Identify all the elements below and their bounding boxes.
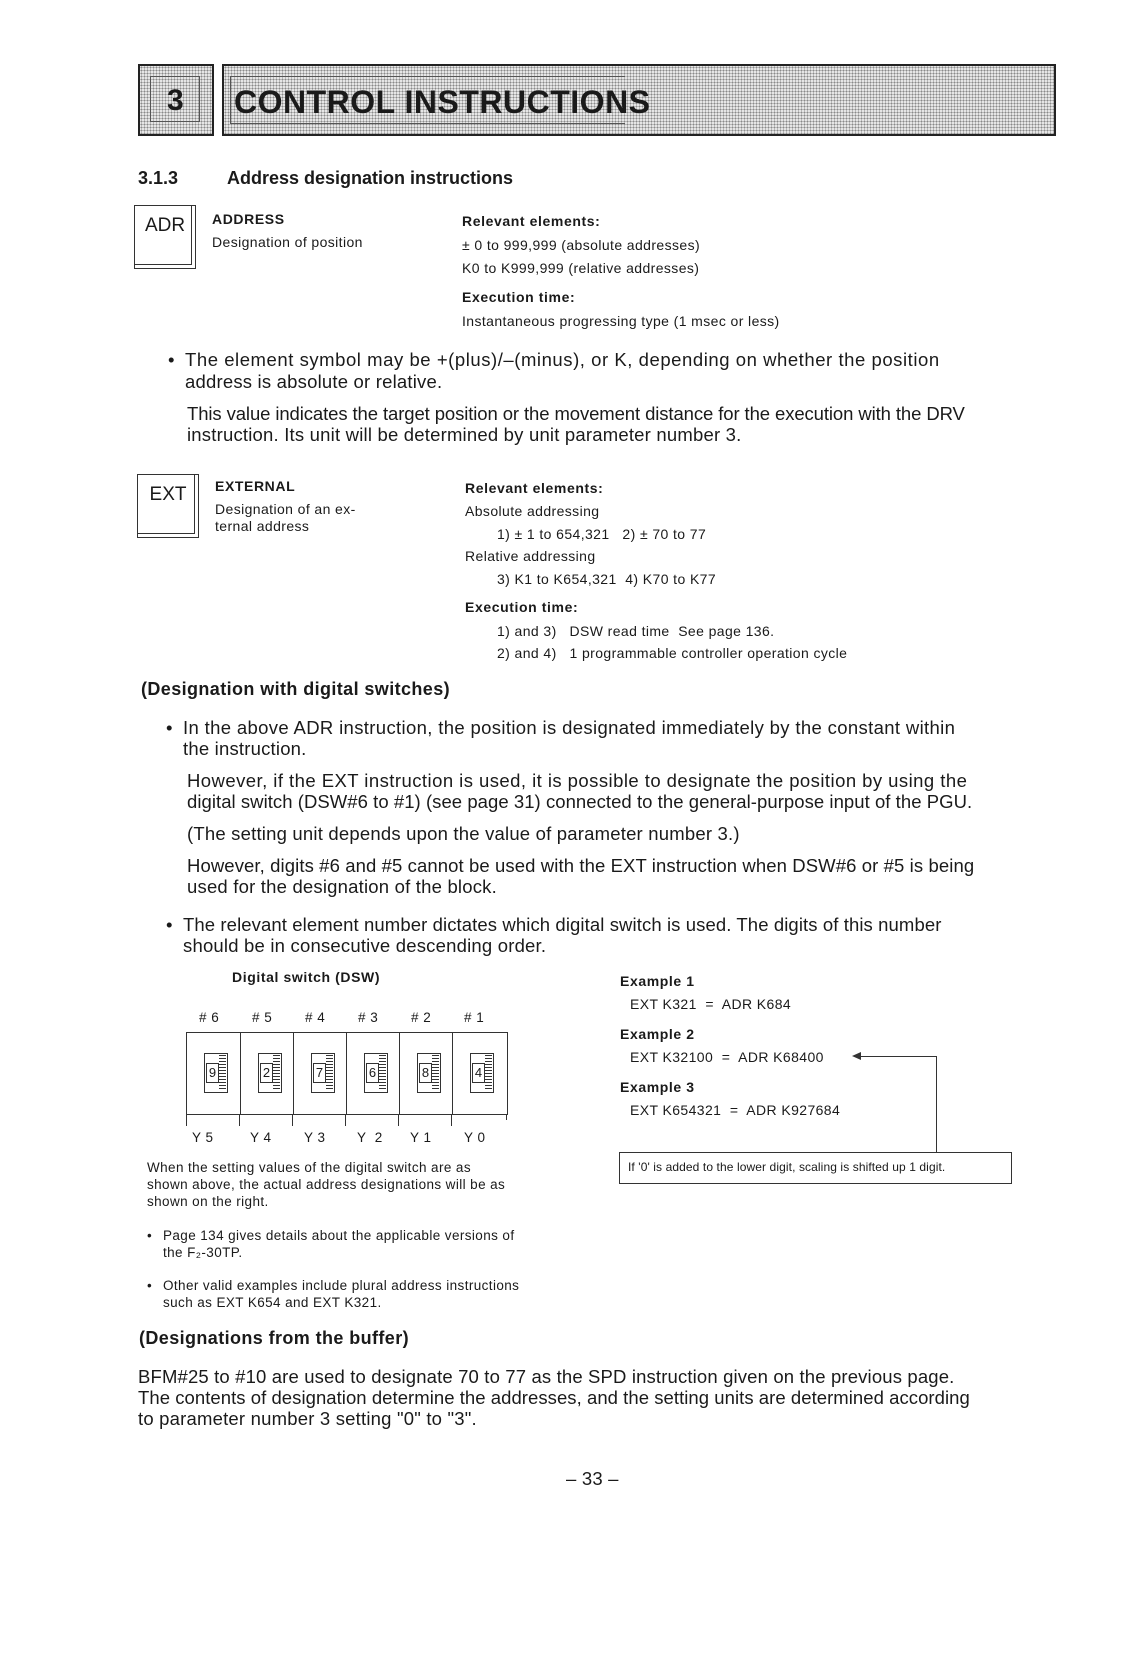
dsw-output-label: Y 5 xyxy=(192,1130,214,1145)
digital-paragraph-line: However, if the EXT instruction is used, it is possible to designate the position by using the xyxy=(187,770,968,791)
dsw-setting: 8 xyxy=(419,1063,432,1083)
dsw-note: Other valid examples include plural address instructions xyxy=(163,1278,520,1293)
dsw-setting: 6 xyxy=(366,1063,379,1083)
dsw-setting: 7 xyxy=(313,1063,326,1083)
example-title: Example 3 xyxy=(620,1079,695,1095)
dsw-caption: shown on the right. xyxy=(147,1194,269,1209)
chapter-number: 3 xyxy=(167,84,185,117)
dsw-setting: 2 xyxy=(260,1063,273,1083)
arrow-connector xyxy=(852,1056,937,1152)
digital-paragraph-line: (The setting unit depends upon the value of parameter number 3.) xyxy=(187,823,740,844)
dsw-note: the F₂-30TP. xyxy=(163,1245,243,1260)
dsw-caption: shown above, the actual address designations will be as xyxy=(147,1177,506,1192)
dsw-digit-label: # 1 xyxy=(464,1010,485,1025)
dsw-title: Digital switch (DSW) xyxy=(232,969,381,985)
buffer-line: The contents of designation determine the addresses, and the setting units are determined according xyxy=(138,1387,970,1408)
example-line: EXT K654321 = ADR K927684 xyxy=(630,1102,841,1118)
dsw-switch xyxy=(346,1033,403,1114)
chapter-title-box xyxy=(222,64,1056,136)
dsw-caption: When the setting values of the digital switch are as xyxy=(147,1160,471,1175)
dsw-output-label: Y 1 xyxy=(410,1130,432,1145)
buffer-line: to parameter number 3 setting "0" to "3". xyxy=(138,1408,477,1429)
dsw-digit-label: # 5 xyxy=(252,1010,273,1025)
dsw-note: such as EXT K654 and EXT K321. xyxy=(163,1295,382,1310)
ext-relative-line: 3) K1 to K654,321 4) K70 to K77 xyxy=(497,571,717,587)
ext-exec-title: Execution time: xyxy=(465,599,579,615)
section-number: 3.1.3 xyxy=(138,168,179,188)
scaling-note: If '0' is added to the lower digit, scaling is shifted up 1 digit. xyxy=(628,1160,946,1174)
ext-relative-title: Relative addressing xyxy=(465,548,596,564)
dsw-switch xyxy=(452,1033,509,1114)
buffer-line: BFM#25 to #10 are used to designate 70 to 77 as the SPD instruction given on the previous page. xyxy=(138,1366,955,1387)
digital-paragraph-line: used for the designation of the block. xyxy=(187,876,497,897)
bullet-dot: • xyxy=(166,717,173,738)
digital-bullet-line: In the above ADR instruction, the position is designated immediately by the constant within xyxy=(183,717,956,738)
dsw-output-label: Y 2 xyxy=(357,1130,383,1145)
dsw-frame xyxy=(186,1032,508,1115)
chapter-number-box xyxy=(138,64,214,136)
digital-paragraph-line: However, digits #6 and #5 cannot be used with the EXT instruction when DSW#6 or #5 is being xyxy=(187,855,975,876)
ext-name: EXTERNAL xyxy=(215,478,296,494)
digital-heading: (Designation with digital switches) xyxy=(141,679,451,699)
chapter-title: CONTROL INSTRUCTIONS xyxy=(234,84,651,120)
dsw-setting: 4 xyxy=(472,1063,485,1083)
adr-exec-title: Execution time: xyxy=(462,289,576,305)
adr-description: Designation of position xyxy=(212,234,363,250)
adr-relevant-line: ± 0 to 999,999 (absolute addresses) xyxy=(462,237,701,253)
dsw-digit-label: # 2 xyxy=(411,1010,432,1025)
adr-exec-line: Instantaneous progressing type (1 msec or less) xyxy=(462,313,780,329)
dsw-output-label: Y 3 xyxy=(304,1130,326,1145)
digital-bullet-line: the instruction. xyxy=(183,738,307,759)
adr-relevant-line: K0 to K999,999 (relative addresses) xyxy=(462,260,700,276)
ext-description: Designation of an ex- xyxy=(215,501,356,517)
dsw-switch xyxy=(399,1033,456,1114)
buffer-heading: (Designations from the buffer) xyxy=(139,1328,410,1348)
digital-paragraph-line: digital switch (DSW#6 to #1) (see page 31) connected to the general-purpose input of the PGU. xyxy=(187,791,973,812)
ext-exec-line: 1) and 3) DSW read time See page 136. xyxy=(497,623,775,639)
ext-exec-line: 2) and 4) 1 programmable controller operation cycle xyxy=(497,645,848,661)
ext-absolute-line: 1) ± 1 to 654,321 2) ± 70 to 77 xyxy=(497,526,707,542)
adr-name: ADDRESS xyxy=(212,211,285,227)
dsw-output-label: Y 0 xyxy=(464,1130,486,1145)
dsw-switch xyxy=(187,1033,243,1114)
adr-relevant-title: Relevant elements: xyxy=(462,213,601,229)
adr-paragraph-line: This value indicates the target position or the movement distance for the execution with the DRV xyxy=(187,403,965,424)
ext-symbol: EXT xyxy=(149,484,187,505)
bullet-dot: • xyxy=(168,349,175,370)
dsw-digit-label: # 3 xyxy=(358,1010,379,1025)
note-bullet: • xyxy=(147,1278,153,1293)
adr-bullet-line: address is absolute or relative. xyxy=(185,371,443,392)
dsw-diagram xyxy=(186,1010,508,1148)
scaling-note-box xyxy=(619,1152,1012,1184)
ext-description: ternal address xyxy=(215,518,310,534)
dsw-digit-label: # 4 xyxy=(305,1010,326,1025)
dsw-switch xyxy=(293,1033,350,1114)
adr-symbol: ADR xyxy=(144,215,186,236)
note-bullet: • xyxy=(147,1228,153,1243)
dsw-setting: 9 xyxy=(206,1063,219,1083)
section-title: Address designation instructions xyxy=(227,168,514,188)
dsw-digit-label: # 6 xyxy=(199,1010,220,1025)
digital-bullet-line: The relevant element number dictates which digital switch is used. The digits of this number xyxy=(183,914,942,935)
ext-relevant-title: Relevant elements: xyxy=(465,480,604,496)
dsw-output-label: Y 4 xyxy=(250,1130,272,1145)
dsw-note: Page 134 gives details about the applicable versions of xyxy=(163,1228,515,1243)
example-title: Example 1 xyxy=(620,973,695,989)
ext-symbol-box xyxy=(137,474,199,538)
adr-paragraph-line: instruction. Its unit will be determined by unit parameter number 3. xyxy=(187,424,742,445)
example-line: EXT K321 = ADR K684 xyxy=(630,996,792,1012)
adr-bullet-line: The element symbol may be +(plus)/–(minus), or K, depending on whether the position xyxy=(185,349,940,370)
example-line: EXT K32100 = ADR K68400 xyxy=(630,1049,824,1065)
page-number: – 33 – xyxy=(566,1468,619,1489)
dsw-switch xyxy=(240,1033,297,1114)
ext-absolute-title: Absolute addressing xyxy=(465,503,600,519)
bullet-dot: • xyxy=(166,914,173,935)
digital-bullet-line: should be in consecutive descending order. xyxy=(183,935,547,956)
example-title: Example 2 xyxy=(620,1026,695,1042)
adr-symbol-box xyxy=(134,205,196,269)
